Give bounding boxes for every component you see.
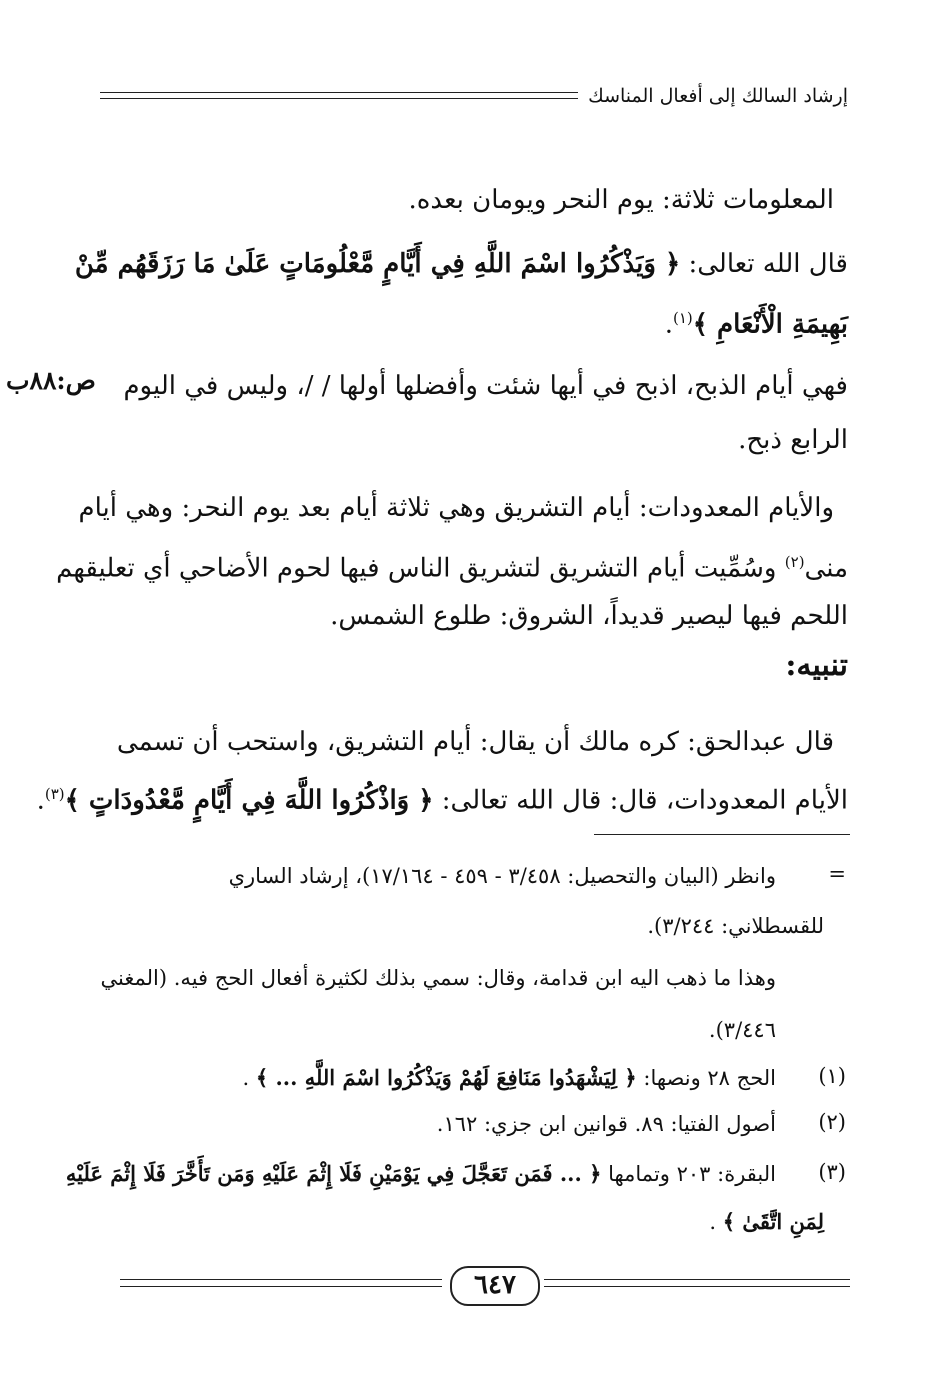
quran-verse: ﴿ ... فَمَن تَعَجَّلَ فِي يَوْمَيْنِ فَلَا إِثْمَ عَلَيْهِ وَمَن تَأَخَّرَ فَلَا إِثْمَ عَلَيْهِ [65,1161,602,1186]
continuation-marker: = [828,862,846,886]
quran-verse-end: بَهِيمَةِ الْأَنْعَامِ ﴾ [692,309,848,340]
footer-rule-right [544,1279,850,1287]
footnote-2-number: (٢) [818,1110,846,1134]
paragraph-3-line-1: فهي أيام الذبح، اذبح في أيها شئت وأفضلها أولها / /، وليس في اليوم [123,371,848,401]
running-header [100,84,848,108]
paragraph-4-line-3: اللحم فيها ليصير قديداً، الشروق: طلوع الشمس. [330,601,848,631]
footnote-2: أصول الفتيا: ٨٩. قوانين ابن جزي: ١٦٢. [436,1112,776,1136]
footnote-1: الحج ٢٨ ونصها: ﴿ لِيَشْهَدُوا مَنَافِعَ لَهُمْ وَيَذْكُرُوا اسْمَ اللَّهِ ... ﴾ . [242,1065,776,1090]
manuscript-folio-note: ص:٨٨ب [6,366,96,395]
paragraph-4-line-1: والأيام المعدودات: أيام التشريق وهي ثلاثة أيام بعد يوم النحر: وهي أيام [78,493,834,523]
paragraph-1: المعلومات ثلاثة: يوم النحر ويومان بعده. [408,185,834,215]
paragraph-5-line-2: الأيام المعدودات، قال: قال الله تعالى: ﴿ وَاذْكُرُوا اللَّهَ فِي أَيَّامٍ مَّعْدُودَاتٍ ﴾$^{(٣)}$. [36,785,848,816]
footnote-continuation-line-1: وانظر (البيان والتحصيل: ٣/٤٥٨ - ٤٥٩ - ١٧/١٦٤)، إرشاد الساري [228,864,776,888]
footnote-3-line-2: لِمَنِ اتَّقَىٰ ﴾ . [709,1209,824,1234]
paragraph-3-line-2: الرابع ذبح. [738,425,848,455]
page-number: ٦٤٧ [450,1266,540,1306]
footnote-3-line-1: البقرة: ٢٠٣ وتمامها ﴿ ... فَمَن تَعَجَّلَ فِي يَوْمَيْنِ فَلَا إِثْمَ عَلَيْهِ وَمَن تَأَخَّرَ فَلَا إِثْمَ عَلَيْهِ [65,1161,776,1186]
footer-rule-left [120,1279,442,1287]
footnote-continuation-line-2: للقسطلاني: ٣/٢٤٤). [647,914,824,938]
quran-verse-end: لِمَنِ اتَّقَىٰ ﴾ [722,1209,824,1234]
section-heading: تنبيه: [785,648,848,683]
paragraph-2-line-1: قال الله تعالى: ﴿ وَيَذْكُرُوا اسْمَ اللَّهِ فِي أَيَّامٍ مَّعْلُومَاتٍ عَلَىٰ مَا رَزَقَهُم مِّنْ [74,249,848,279]
footnote-3-number: (٣) [818,1160,846,1184]
footnote-ref-1: (١) [672,309,693,327]
book-title: إرشاد السالك إلى أفعال المناسك [588,85,848,107]
footnote-ref-3: (٣) [44,785,65,803]
footnote-ref-2: (٢) [784,553,805,571]
header-rule [100,92,578,99]
footnote-continuation-line-4: ٣/٤٤٦). [708,1018,776,1042]
paragraph-2-line-2: بَهِيمَةِ الْأَنْعَامِ ﴾$^{(١)}$. [664,309,848,340]
footnote-separator [594,834,850,835]
paragraph-5-line-1: قال عبدالحق: كره مالك أن يقال: أيام التشريق، واستحب أن تسمى [116,727,834,757]
quran-verse: ﴿ وَاذْكُرُوا اللَّهَ فِي أَيَّامٍ مَّعْدُودَاتٍ ﴾ [64,785,434,816]
quran-verse: ﴿ لِيَشْهَدُوا مَنَافِعَ لَهُمْ وَيَذْكُرُوا اسْمَ اللَّهِ ... ﴾ [255,1065,637,1090]
quran-verse: ﴿ وَيَذْكُرُوا اسْمَ اللَّهِ فِي أَيَّامٍ مَّعْلُومَاتٍ عَلَىٰ مَا رَزَقَهُم مِّنْ [74,249,681,279]
paragraph-4-line-2: منى$^{(٢)}$ وسُمِّيت أيام التشريق لتشريق الناس فيها لحوم الأضاحي أي تعليقهم [56,553,848,584]
footnote-1-number: (١) [818,1064,846,1088]
footnote-continuation-line-3: وهذا ما ذهب اليه ابن قدامة، وقال: سمي بذلك لكثيرة أفعال الحج فيه. (المغني [100,966,776,990]
